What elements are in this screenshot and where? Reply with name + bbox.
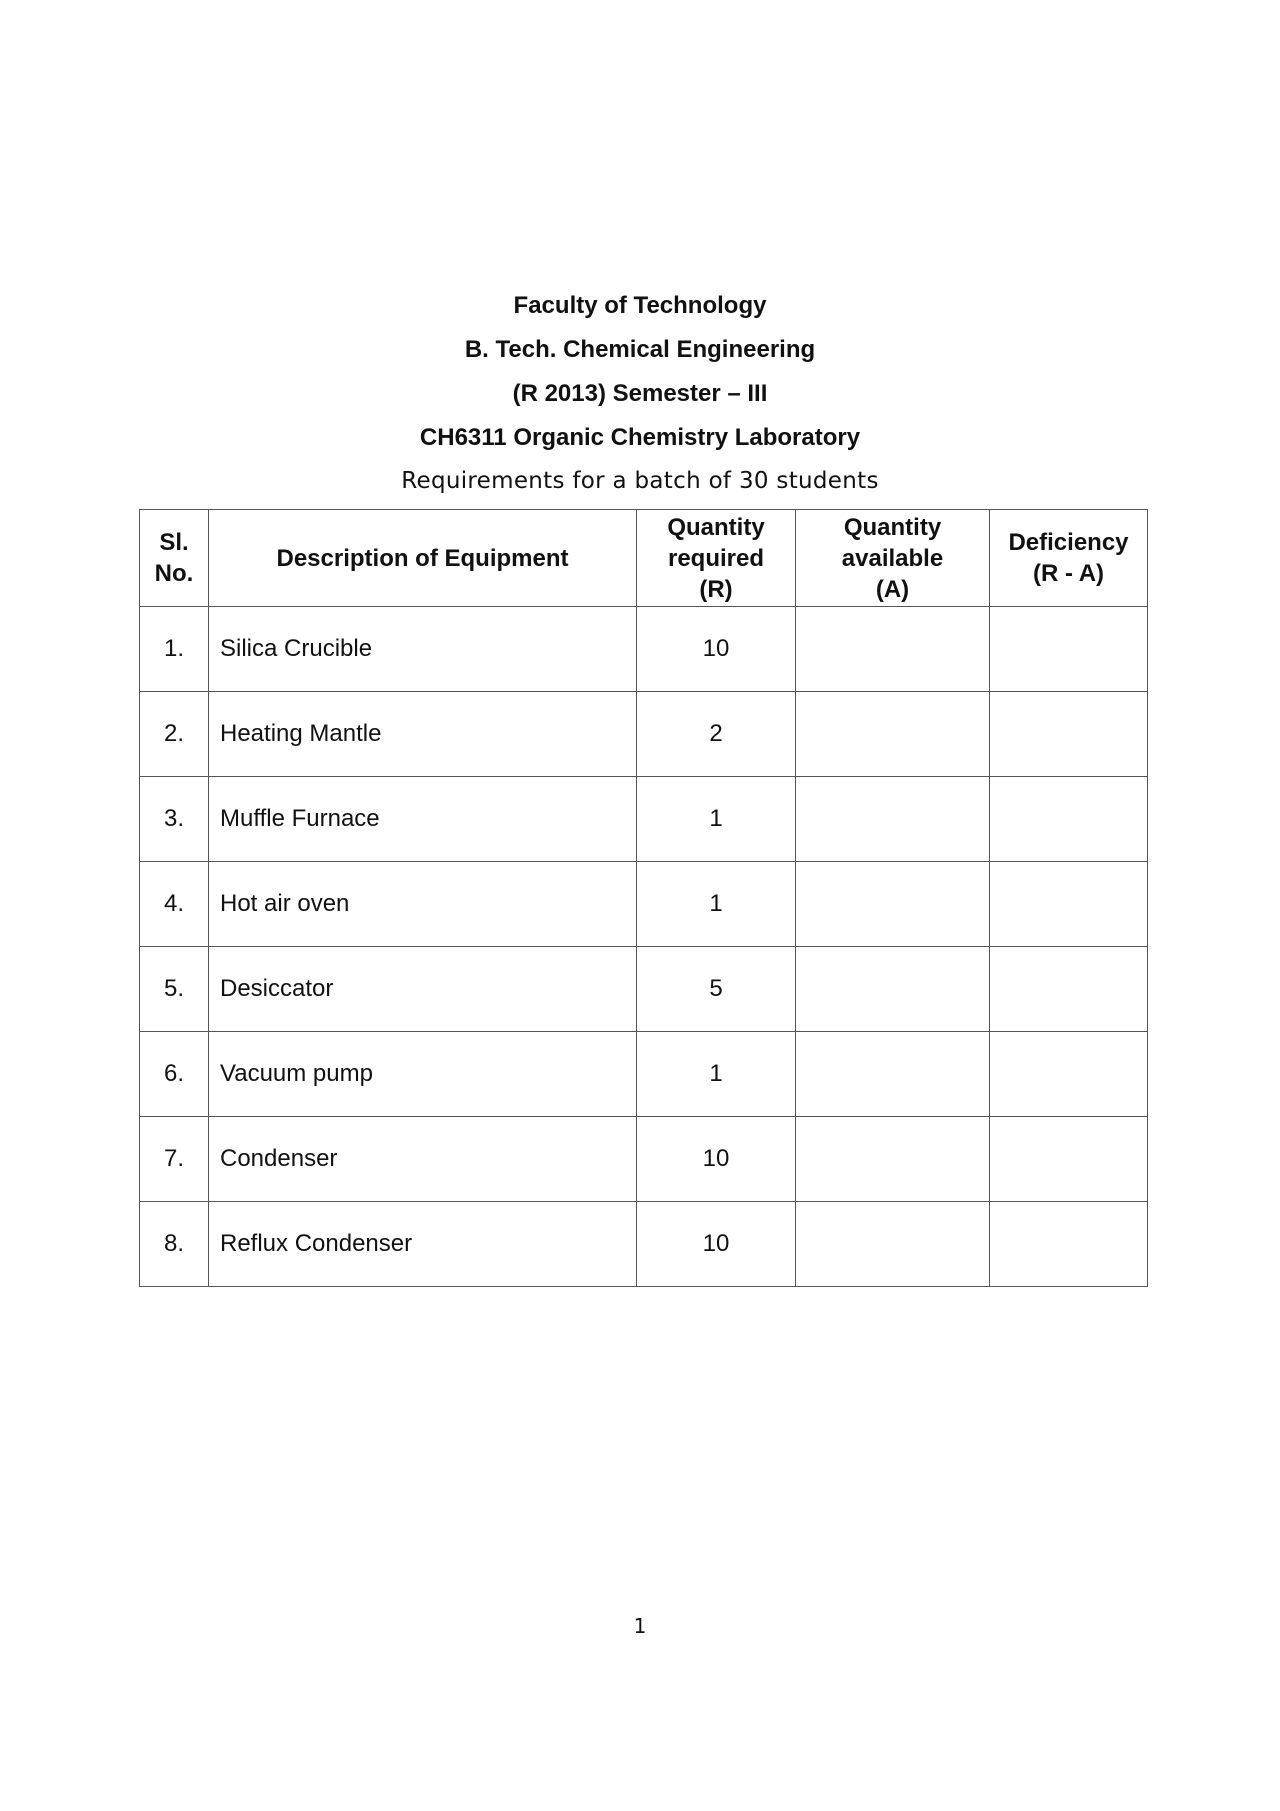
- col-header-line: (R - A): [1032, 560, 1105, 587]
- requirements-subheading: Requirements for a batch of 30 students: [401, 468, 879, 494]
- page-number: 1: [633, 1614, 647, 1638]
- cell-qty-available: [796, 692, 990, 777]
- col-header-line: Quantity: [843, 513, 942, 541]
- cell-deficiency: [990, 777, 1148, 862]
- cell-deficiency: [990, 1117, 1148, 1202]
- table-row: [140, 1117, 1148, 1202]
- col-header-deficiency: [990, 510, 1148, 607]
- cell-deficiency: [990, 607, 1148, 692]
- cell-sl-no: 5.: [140, 947, 209, 1032]
- col-header-qty-required: [637, 510, 796, 607]
- course-heading: CH6311 Organic Chemistry Laboratory: [419, 424, 861, 451]
- cell-qty-available: [796, 777, 990, 862]
- cell-sl-no: 1.: [140, 607, 209, 692]
- equipment-table: [139, 509, 1148, 1287]
- col-header-line: required: [667, 544, 765, 572]
- cell-qty-available: [796, 862, 990, 947]
- table-row: [140, 1032, 1148, 1117]
- table-row: [140, 947, 1148, 1032]
- table-row: [140, 607, 1148, 692]
- col-header-line: (A): [875, 575, 910, 603]
- cell-qty-available: [796, 1202, 990, 1287]
- semester-heading: (R 2013) Semester – III: [512, 380, 768, 407]
- table-row: [140, 692, 1148, 777]
- col-header-qty-available: [796, 510, 990, 607]
- cell-description: Muffle Furnace: [209, 777, 637, 862]
- col-header-line: (R): [699, 575, 733, 603]
- cell-qty-available: [796, 607, 990, 692]
- col-header-line: No.: [154, 560, 194, 587]
- cell-description: Hot air oven: [209, 862, 637, 947]
- cell-qty-required: 5: [637, 947, 796, 1032]
- cell-qty-available: [796, 947, 990, 1032]
- table-header-row: [140, 510, 1148, 607]
- cell-qty-required: 10: [637, 1202, 796, 1287]
- cell-qty-available: [796, 1032, 990, 1117]
- col-header-line: Description of Equipment: [276, 544, 569, 572]
- cell-deficiency: [990, 692, 1148, 777]
- cell-qty-required: 2: [637, 692, 796, 777]
- cell-deficiency: [990, 1032, 1148, 1117]
- col-header-line: Sl.: [159, 529, 189, 556]
- cell-sl-no: 3.: [140, 777, 209, 862]
- cell-qty-required: 10: [637, 607, 796, 692]
- cell-deficiency: [990, 862, 1148, 947]
- faculty-heading: Faculty of Technology: [513, 292, 767, 319]
- cell-description: Heating Mantle: [209, 692, 637, 777]
- cell-qty-required: 1: [637, 1032, 796, 1117]
- cell-description: Silica Crucible: [209, 607, 637, 692]
- col-header-line: Quantity: [667, 513, 765, 541]
- col-header-line: Deficiency: [1008, 529, 1129, 556]
- cell-qty-required: 1: [637, 862, 796, 947]
- cell-deficiency: [990, 1202, 1148, 1287]
- cell-sl-no: 4.: [140, 862, 209, 947]
- cell-qty-required: 1: [637, 777, 796, 862]
- col-header-description: [209, 510, 637, 607]
- cell-description: Vacuum pump: [209, 1032, 637, 1117]
- col-header-sl-no: [140, 510, 209, 607]
- cell-sl-no: 2.: [140, 692, 209, 777]
- table-row: [140, 862, 1148, 947]
- cell-qty-required: 10: [637, 1117, 796, 1202]
- cell-description: Desiccator: [209, 947, 637, 1032]
- cell-sl-no: 8.: [140, 1202, 209, 1287]
- table-row: [140, 1202, 1148, 1287]
- cell-deficiency: [990, 947, 1148, 1032]
- cell-description: Condenser: [209, 1117, 637, 1202]
- cell-sl-no: 6.: [140, 1032, 209, 1117]
- cell-qty-available: [796, 1117, 990, 1202]
- cell-description: Reflux Condenser: [209, 1202, 637, 1287]
- col-header-line: available: [841, 544, 944, 572]
- program-heading: B. Tech. Chemical Engineering: [464, 336, 816, 363]
- table-row: [140, 777, 1148, 862]
- cell-sl-no: 7.: [140, 1117, 209, 1202]
